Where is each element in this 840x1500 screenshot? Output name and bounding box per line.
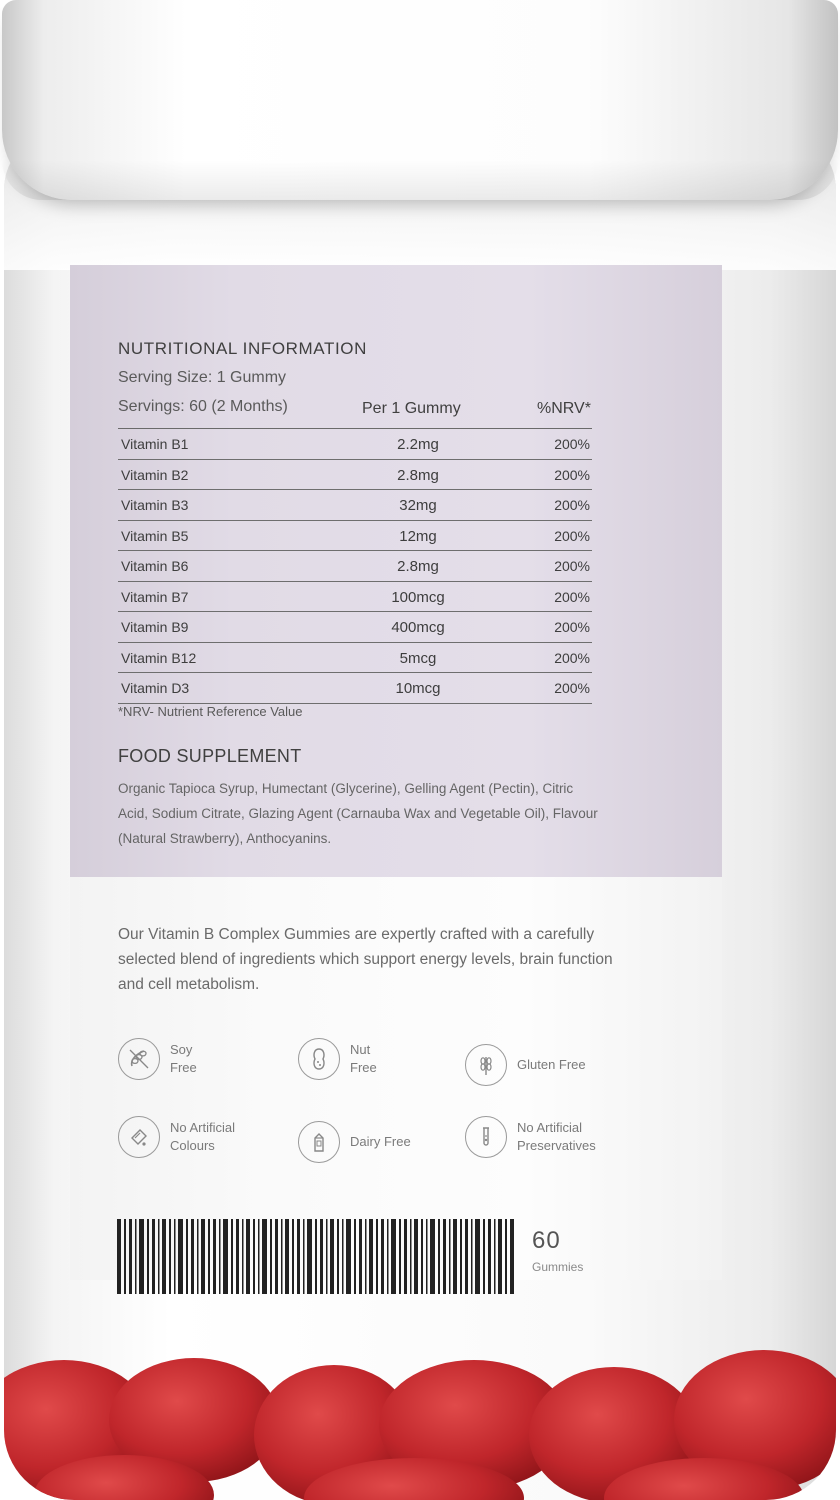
table-row <box>118 429 592 460</box>
no-colours-icon <box>118 1116 160 1158</box>
pack-count-unit: Gummies <box>532 1260 584 1274</box>
badge-dairy-free <box>298 1121 440 1163</box>
column-header-per-gummy: Per 1 Gummy <box>362 400 461 417</box>
vitamin-nrv: 200% <box>554 466 590 483</box>
vitamin-amount: 10mcg <box>395 680 441 697</box>
nrv-footnote: *NRV- Nutrient Reference Value <box>118 704 303 719</box>
vitamin-name: Vitamin B9 <box>121 619 189 635</box>
badge-label: Nut Free <box>350 1042 377 1075</box>
table-row <box>118 460 592 491</box>
table-row <box>118 582 592 613</box>
badge-gluten-free <box>465 1044 607 1086</box>
milk-carton-icon <box>298 1121 340 1163</box>
table-row <box>118 643 592 674</box>
ingredients-text: Organic Tapioca Syrup, Humectant (Glycerine), Gelling Agent (Pectin), Citric Acid, Sodium Citrate, Glazing Agent (Carnauba Wax and Vegetable Oil), Flavour (Natural Strawberry), Anthocyanins. <box>118 781 598 846</box>
vitamin-nrv: 200% <box>554 497 590 513</box>
servings-count: Servings: 60 (2 Months) <box>118 398 288 415</box>
vitamin-name: Vitamin B6 <box>121 558 189 574</box>
vitamin-amount: 2.8mg <box>397 466 439 484</box>
test-tube-icon <box>465 1116 507 1158</box>
product-description: Our Vitamin B Complex Gummies are expertly crafted with a carefully selected blend of ingredients which support energy levels, brain function and cell metabolism. <box>118 926 613 993</box>
pack-count: 60 <box>532 1227 561 1254</box>
table-row <box>118 490 592 521</box>
vitamin-nrv: 200% <box>554 436 590 452</box>
vitamin-nrv: 200% <box>554 680 590 696</box>
column-header-nrv: %NRV* <box>537 400 591 417</box>
table-row <box>118 521 592 552</box>
badge-no-artificial-colours <box>118 1116 260 1158</box>
vitamin-nrv: 200% <box>554 558 590 574</box>
nutrition-table <box>118 428 592 704</box>
vitamin-name: Vitamin B7 <box>121 588 189 605</box>
vitamin-amount: 100mcg <box>391 588 445 606</box>
vitamin-nrv: 200% <box>554 527 590 544</box>
vitamin-amount: 400mcg <box>391 619 445 636</box>
badge-label: Dairy Free <box>350 1134 411 1149</box>
badge-soy-free <box>118 1038 260 1080</box>
product-label <box>70 265 722 1280</box>
soy-icon <box>118 1038 160 1080</box>
badge-no-artificial-preservatives <box>465 1116 627 1158</box>
vitamin-name: Vitamin B5 <box>121 527 189 544</box>
table-row <box>118 673 592 704</box>
badge-label: Soy Free <box>170 1042 197 1075</box>
vitamin-name: Vitamin B3 <box>121 497 189 513</box>
vitamin-nrv: 200% <box>554 649 590 666</box>
table-row <box>118 612 592 643</box>
vitamin-amount: 5mcg <box>399 649 437 667</box>
badge-label: No Artificial Preservatives <box>517 1120 596 1153</box>
food-supplement-title: FOOD SUPPLEMENT <box>118 746 302 766</box>
badge-label: No Artificial Colours <box>170 1120 236 1153</box>
vitamin-name: Vitamin B12 <box>121 649 197 666</box>
bottle-cap <box>2 0 838 200</box>
barcode <box>117 1219 517 1294</box>
cap-rim <box>2 160 838 200</box>
nut-icon <box>298 1038 340 1080</box>
wheat-icon <box>465 1044 507 1086</box>
badge-label: Gluten Free <box>517 1057 586 1072</box>
badge-nut-free <box>298 1038 440 1080</box>
vitamin-name: Vitamin D3 <box>121 680 190 696</box>
vitamin-name: Vitamin B1 <box>121 436 189 452</box>
table-row <box>118 551 592 582</box>
gummies-in-bottle <box>4 1270 836 1500</box>
serving-size: Serving Size: 1 Gummy <box>118 369 287 386</box>
vitamin-nrv: 200% <box>554 588 590 605</box>
vitamin-name: Vitamin B2 <box>121 466 189 483</box>
vitamin-nrv: 200% <box>554 619 590 635</box>
vitamin-amount: 2.8mg <box>397 558 439 575</box>
nutrition-title: NUTRITIONAL INFORMATION <box>118 339 367 358</box>
vitamin-amount: 32mg <box>399 497 437 514</box>
vitamin-amount: 12mg <box>399 527 437 545</box>
vitamin-amount: 2.2mg <box>397 436 439 453</box>
